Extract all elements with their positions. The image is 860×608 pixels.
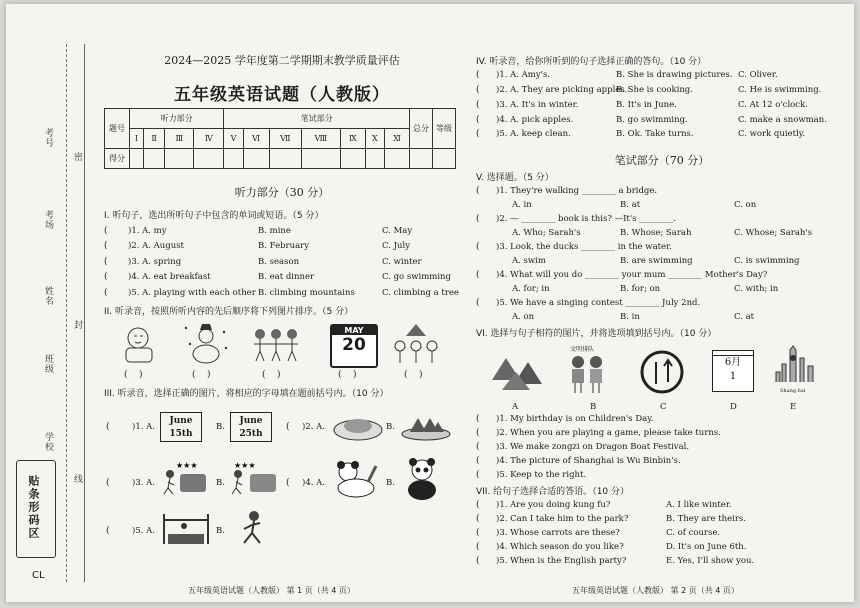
s6-letter-c: C [660, 402, 667, 412]
s5-q4-b: B. for; on [620, 284, 661, 294]
s3-q5-label: )5. A. [132, 526, 155, 536]
s5-q2-b: B. Whose; Sarah [620, 228, 692, 238]
section-numeral: Ⅹ [365, 129, 384, 149]
exam-sheet [6, 4, 854, 602]
binding-strip [6, 4, 98, 602]
s4-item-3-b: B. It's in June. [616, 100, 677, 110]
barcode-area [16, 460, 56, 558]
label-xuexiao: 学校 [43, 432, 53, 452]
calendar-month: 6月 [724, 357, 742, 368]
seal-feng: 封 [72, 320, 82, 330]
children-running-picture [160, 460, 210, 496]
section-numeral: Ⅷ [301, 129, 340, 149]
score-cell[interactable] [269, 149, 301, 169]
label-kaohao: 考号 [43, 128, 53, 148]
page-left: 2024—2025 学年度第二学期期末教学质量评估 五年级英语试题（人教版） 题号 听力部分 笔试部分 总分 等级 Ⅰ Ⅱ Ⅲ Ⅳ Ⅴ Ⅵ Ⅶ Ⅷ Ⅸ Ⅹ Ⅺ 得分 听力部分（30 分） I. 听句子，选出所听句子中包含的单词或短语。（5 分） ( )1. A. my B. mine C. May ( )2. A. August B. February C. July ( )3. A. spring B. season C. winter ( )4. A. eat breakfast B. eat dinner C. go swimming ( )5. A. playing with each other B. climbing mountains C. climbing a tree II. 听录音，按照所听内容的先后顺序将下列图片排序。（5 分） MAY 20 ( ) ( ) ( ) ( ) ( ) III. 听录音，选择正确的图片，将相应的字母填在题前括号内。（10 分） ( )1. A. June 15th B. June 25th ( )2. A. B. ( )3. A. ★★★ B. ★★★ ( )4. A. B. ( )5. A. B. 五年级英语试题（人教版） 第 1 页（共 4 页） [98, 4, 466, 602]
s1-item-1-a: )1. A. my [128, 226, 167, 236]
s7-q2: )2. Can I take him to the park? [496, 514, 629, 524]
s5-q3-a: A. swim [512, 256, 546, 266]
s4-item-2-c: C. He is swimming. [738, 85, 822, 95]
seal-dashed-line [66, 44, 67, 582]
date-card-day: 25th [239, 429, 263, 439]
s3-q1-label: )1. A. [132, 422, 155, 432]
s1-item-4-a: )4. A. eat breakfast [128, 272, 211, 282]
s4-item-4-c: C. make a snowman. [738, 115, 827, 125]
s6-item-2: )2. When you are playing a game, please take turns. [496, 428, 721, 438]
label-xingming: 姓名 [43, 286, 53, 306]
s5-q5: )5. We have a singing contest ________ July 2nd. [496, 298, 701, 308]
s3-option-b: B. [216, 422, 225, 432]
score-cell[interactable] [165, 149, 194, 169]
calendar-day: 20 [342, 335, 366, 355]
s4-item-1-b: B. She is drawing pictures. [616, 70, 733, 80]
date-card-month: June [169, 416, 193, 426]
s5-q5-c: C. at [734, 312, 755, 322]
s3-q3-label: )3. A. [132, 478, 155, 488]
children-day-calendar [712, 350, 754, 392]
score-cell[interactable] [130, 149, 144, 169]
s5-q2-a: A. Who; Sarah's [512, 228, 581, 238]
page-right: IV. 听录音，给你所听到的句子选择正确的答句。（10 分） ( )1. A. Amy's. B. She is drawing pictures. C. Oliver. ( )2. A. They are picking apples. B. She is cooking. C. He is swimming. ( )3. A. It's in winter. B. It's in June. C. At 12 o'clock. ( )4. A. pick apples. B. go swimming. C. make a snowman. ( )5. A. keep clean. B. Ok. Take turns. C. work quietly. 笔试部分（70 分） V. 选择题。（5 分） ( )1. They're walking ________ a bridge. A. in B. at C. on ( )2. — ________ book is this? —It's ________. A. Who; Sarah's B. Whose; Sarah C. Whose; Sarah's ( )3. Look, the ducks ________ in the water. A. swim B. are swimming C. is swimming ( )4. What will you do ________ your mum ________ Mother's Day? A. for; in B. for; on C. with; in ( )5. We have a singing contest ________ July 2nd. A. on B. in C. at VI. 选择与句子相符的图片，并将选项填到括号内。（10 分） 文明排队 6月 1 Shang hai A B C D E ( )1. My birthday is on Children's Day. ( )2. When you are playing a game, please take turns. ( )3. We make zongzi on Dragon Boat Festival. ( )4. The picture of Shanghai is Wu Binbin's. ( )5. Keep to the right. VII. 给句子选择合适的答语。（10 分） ( )1. Are you doing kung fu? A. I like winter. ( )2. Can I take him to the park? B. They are theirs. ( )3. Whose carrots are these? C. of course. ( )4. Which season do you like? D. It's on June 6th. ( )5. When is the English party? E. Yes, I'll show you. 五年级英语试题（人教版） 第 2 页（共 4 页） [472, 4, 852, 602]
s7-q1: )1. Are you doing kung fu? [496, 500, 611, 510]
s5-q4-a: A. for; in [512, 284, 550, 294]
s6-letter-a: A [512, 402, 519, 412]
s1-item-2-b: B. February [258, 241, 310, 251]
s3-q4-label: )4. A. [302, 478, 325, 488]
s4-item-3-c: C. At 12 o'clock. [738, 100, 808, 110]
s4-item-3-a: )3. A. It's in winter. [496, 100, 579, 110]
section-numeral: Ⅺ [384, 129, 409, 149]
s6-letter-b: B [590, 402, 597, 412]
s3-option-b: B. [216, 526, 225, 536]
score-cell[interactable] [224, 149, 243, 169]
barcode-label: 贴条形码区 [27, 475, 40, 540]
section-3-title: III. 听录音，选择正确的图片，将相应的字母填在题前括号内。（10 分） [104, 389, 389, 399]
score-listening-header: 听力部分 [130, 109, 224, 129]
s7-q5: )5. When is the English party? [496, 556, 627, 566]
calendar-month: MAY [332, 326, 376, 335]
section-numeral: Ⅵ [243, 129, 269, 149]
section-numeral: Ⅱ [143, 129, 164, 149]
score-grade-header: 等级 [433, 109, 456, 149]
high-jump-picture [160, 510, 212, 546]
s4-item-4-a: )4. A. pick apples. [496, 115, 574, 125]
score-cell[interactable] [243, 149, 269, 169]
s5-q1: )1. They're walking ________ a bridge. [496, 186, 658, 196]
score-cell[interactable] [365, 149, 384, 169]
section-2-title: II. 听录音，按照所听内容的先后顺序将下列图片排序。（5 分） [104, 307, 354, 317]
score-written-header: 笔试部分 [224, 109, 410, 129]
s4-item-2-a: )2. A. They are picking apples. [496, 85, 628, 95]
s1-item-3-a: )3. A. spring [128, 257, 182, 267]
s7-q3: )3. Whose carrots are these? [496, 528, 620, 538]
section-6-title: VI. 选择与句子相符的图片，并将选项填到括号内。（10 分） [476, 329, 717, 339]
exam-supertitle: 2024—2025 学年度第二学期期末教学质量评估 [164, 54, 400, 67]
s5-q3-b: B. are swimming [620, 256, 693, 266]
left-page-footer: 五年级英语试题（人教版） 第 1 页（共 4 页） [188, 586, 355, 595]
section-numeral: Ⅴ [224, 129, 243, 149]
s7-a2: B. They are theirs. [666, 514, 746, 524]
date-card-june-25 [230, 412, 272, 442]
right-page-footer: 五年级英语试题（人教版） 第 2 页（共 4 页） [572, 586, 739, 595]
s6-item-3: )3. We make zongzi on Dragon Boat Festival. [496, 442, 690, 452]
s6-item-5: )5. Keep to the right. [496, 470, 587, 480]
score-cell[interactable] [340, 149, 365, 169]
s5-q4: )4. What will you do ________ your mum ________ Mother's Day? [496, 270, 768, 280]
s1-item-2-a: )2. A. August [128, 241, 184, 251]
date-card-day: 15th [169, 429, 193, 439]
score-cell[interactable] [194, 149, 224, 169]
s1-item-5-c: C. climbing a tree [382, 288, 459, 298]
section-numeral: Ⅲ [165, 129, 194, 149]
section-1-title: I. 听句子，选出所听句子中包含的单词或短语。（5 分） [104, 211, 324, 221]
queue-banner-text: 文明排队 [570, 346, 595, 353]
s4-item-5-c: C. work quietly. [738, 129, 806, 139]
section-numeral: Ⅶ [269, 129, 301, 149]
snowman-picture [180, 322, 230, 366]
score-row-label: 题号 [105, 109, 130, 149]
seal-mi: 密 [72, 152, 82, 162]
s1-item-1-c: C. May [382, 226, 413, 236]
s6-item-1: )1. My birthday is on Children's Day. [496, 414, 654, 424]
s1-item-5-a: )5. A. playing with each other [128, 288, 256, 298]
score-cell[interactable] [433, 149, 456, 169]
s6-letter-e: E [790, 402, 797, 412]
svg-text:★★★: ★★★ [176, 461, 198, 470]
written-heading: 笔试部分（70 分） [614, 154, 710, 167]
svg-text:★★★: ★★★ [234, 461, 256, 470]
kids-queue-picture [566, 354, 610, 396]
s5-q2: )2. — ________ book is this? —It's ________. [496, 214, 676, 224]
s7-a3: C. of course. [666, 528, 721, 538]
kids-playing-picture [250, 326, 302, 364]
s4-item-1-c: C. Oliver. [738, 70, 778, 80]
s1-item-4-b: B. eat dinner [258, 272, 315, 282]
s5-q2-c: C. Whose; Sarah's [734, 228, 813, 238]
pizza-plate-picture [332, 412, 384, 442]
section-numeral: Ⅳ [194, 129, 224, 149]
s1-item-1-b: B. mine [258, 226, 291, 236]
s3-option-b: B. [386, 422, 395, 432]
girl-running-picture [234, 510, 274, 546]
s7-a4: D. It's on June 6th. [666, 542, 747, 552]
section-5-title: V. 选择题。（5 分） [476, 173, 554, 183]
score-cell[interactable] [410, 149, 433, 169]
s5-q1-b: B. at [620, 200, 641, 210]
s6-letter-d: D [730, 402, 737, 412]
label-banji: 班级 [43, 354, 53, 374]
s5-q5-a: A. on [512, 312, 535, 322]
listening-heading: 听力部分（30 分） [234, 186, 330, 199]
s5-q3: )3. Look, the ducks ________ in the water. [496, 242, 672, 252]
family-picture [390, 322, 442, 366]
score-row-label: 得分 [105, 149, 130, 169]
section-7-title: VII. 给句子选择合适的答语。（10 分） [476, 487, 630, 497]
section-numeral: Ⅰ [130, 129, 144, 149]
date-card-june-15 [160, 412, 202, 442]
section-4-title: IV. 听录音，给你所听到的句子选择正确的答句。（10 分） [476, 57, 707, 67]
section-numeral: Ⅸ [340, 129, 365, 149]
s5-q4-c: C. with; in [734, 284, 779, 294]
s7-a1: A. I like winter. [666, 500, 732, 510]
s5-q5-b: B. in [620, 312, 640, 322]
seal-solid-line [84, 44, 85, 582]
s4-item-4-b: B. go swimming. [616, 115, 688, 125]
s1-item-3-c: C. winter [382, 257, 422, 267]
s3-q2-label: )2. A. [302, 422, 325, 432]
sick-child-picture [116, 324, 160, 364]
s4-item-1-a: )1. A. Amy's. [496, 70, 551, 80]
shanghai-skyline-picture [772, 344, 822, 390]
label-kaochang: 考场 [43, 210, 53, 230]
s5-q1-a: A. in [512, 200, 532, 210]
s4-item-5-a: )5. A. keep clean. [496, 129, 571, 139]
s1-item-2-c: C. July [382, 241, 411, 251]
s4-item-5-b: B. Ok. Take turns. [616, 129, 694, 139]
shanghai-label: Shang hai [780, 388, 806, 394]
s7-q4: )4. Which season do you like? [496, 542, 624, 552]
date-card-month: June [239, 416, 263, 426]
seal-xian: 线 [72, 474, 82, 484]
s5-q3-c: C. is swimming [734, 256, 800, 266]
zongzi-plate-picture [400, 412, 452, 442]
exam-title: 五年级英语试题（人教版） [174, 85, 390, 105]
panda-eating-picture [332, 460, 382, 498]
keep-right-sign [640, 350, 684, 394]
s1-item-4-c: C. go swimming [382, 272, 451, 282]
zongzi-picture [488, 350, 546, 396]
panda-sitting-picture [402, 458, 442, 500]
children-racing-picture [230, 460, 280, 496]
may-calendar-picture [330, 324, 378, 368]
s1-item-5-b: B. climbing mountains [258, 288, 355, 298]
score-table [104, 108, 456, 169]
s5-q1-c: C. on [734, 200, 757, 210]
score-cell[interactable] [301, 149, 340, 169]
corner-code: CL [32, 570, 45, 581]
s3-option-b: B. [216, 478, 225, 488]
s7-a5: E. Yes, I'll show you. [666, 556, 755, 566]
calendar-day: 1 [729, 371, 737, 382]
s4-item-2-b: B. She is cooking. [616, 85, 693, 95]
s1-item-3-b: B. season [258, 257, 300, 267]
score-total-header: 总分 [410, 109, 433, 149]
score-cell[interactable] [384, 149, 409, 169]
s3-option-b: B. [386, 478, 395, 488]
s6-item-4: )4. The picture of Shanghai is Wu Binbin's. [496, 456, 681, 466]
score-cell[interactable] [143, 149, 164, 169]
